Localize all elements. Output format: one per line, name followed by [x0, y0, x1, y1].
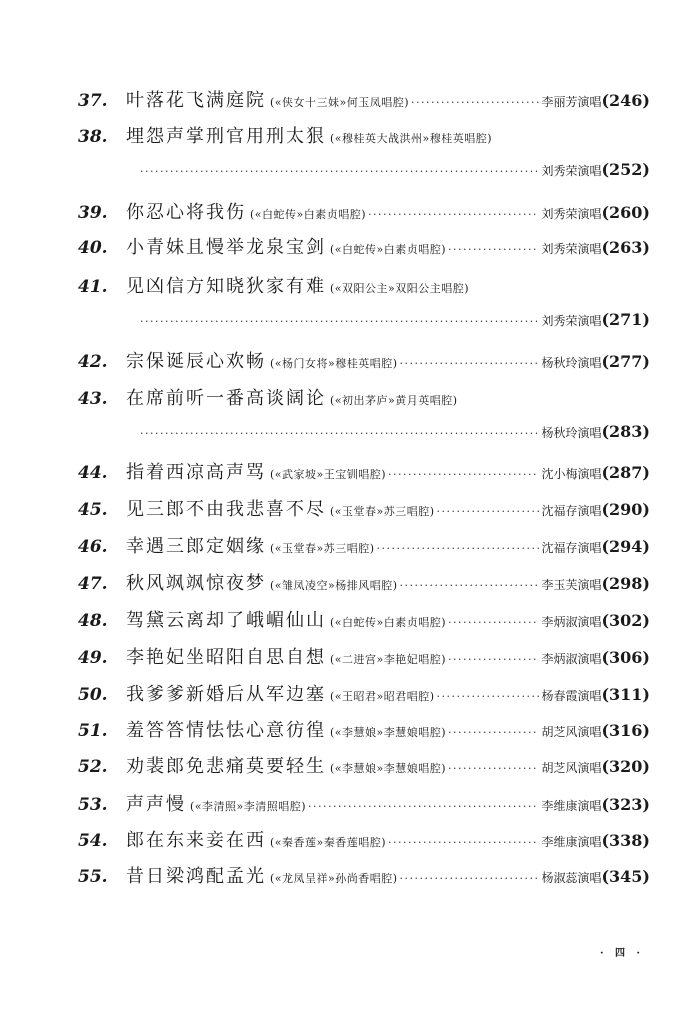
entry-page: (246)	[601, 91, 650, 110]
entry-performer: 李维康演唱	[541, 799, 602, 813]
toc-entry	[78, 606, 650, 632]
entry-performer: 李炳淑演唱	[541, 652, 602, 666]
entry-title: 幸遇三郎定姻缘	[126, 536, 266, 557]
toc-entry	[78, 643, 650, 669]
toc-entry	[78, 86, 650, 112]
entry-performer: 胡芝风演唱	[541, 761, 602, 775]
entry-number: 42.	[78, 352, 108, 372]
page-number: · 四 ·	[600, 948, 644, 959]
toc-entry	[78, 532, 650, 558]
entry-page: (316)	[601, 721, 650, 740]
toc-entry	[78, 198, 650, 224]
toc-entry	[78, 347, 650, 373]
entry-performer: 刘秀荣演唱	[541, 164, 602, 178]
entry-source: («穆桂英大战洪州»穆桂英唱腔)	[330, 132, 493, 145]
entry-number: 53.	[78, 795, 108, 815]
entry-title: 宗保诞辰心欢畅	[126, 351, 266, 372]
entry-source: («李清照»李清照唱腔)	[190, 800, 307, 813]
entry-performer: 刘秀荣演唱	[541, 314, 602, 328]
dot-leader	[400, 872, 540, 885]
entry-title: 郎在东来妾在西	[126, 830, 266, 851]
dot-leader	[448, 653, 539, 666]
toc-entry	[78, 752, 650, 778]
entry-source: («白蛇传»白素贞唱腔)	[250, 208, 367, 221]
entry-source: («白蛇传»白素贞唱腔)	[330, 243, 447, 256]
dot-leader	[437, 505, 540, 518]
entry-title: 驾黛云离却了峨嵋仙山	[126, 610, 326, 631]
entry-title: 昔日梁鸿配孟光	[126, 866, 266, 887]
toc-entry-continuation	[140, 422, 650, 441]
toc-entry	[78, 826, 650, 852]
dot-leader	[308, 800, 539, 813]
entry-number: 40.	[78, 238, 108, 258]
entry-performer: 杨春霞演唱	[541, 689, 602, 703]
entry-number: 41.	[78, 277, 108, 297]
dot-leader	[388, 468, 539, 481]
entry-performer: 沈小梅演唱	[541, 467, 602, 481]
toc-entry	[78, 790, 650, 816]
entry-performer: 李玉芙演唱	[541, 578, 602, 592]
dot-leader	[388, 836, 539, 849]
entry-performer: 沈福存演唱	[541, 541, 602, 555]
toc-entry	[78, 233, 650, 259]
entry-source: («初出茅庐»黄月英唱腔)	[330, 394, 458, 407]
entry-page: (271)	[601, 310, 650, 329]
entry-number: 55.	[78, 867, 108, 887]
entry-page: (290)	[601, 500, 650, 519]
entry-source: («白蛇传»白素贞唱腔)	[330, 616, 447, 629]
dot-leader	[140, 165, 539, 178]
entry-title: 见凶信方知晓狄家有难	[126, 276, 326, 297]
entry-performer: 杨淑蕊演唱	[541, 871, 602, 885]
toc-entry	[78, 680, 650, 706]
entry-title: 指着西凉高声骂	[126, 462, 266, 483]
dot-leader	[411, 96, 539, 109]
entry-source: («二进宫»李艳妃唱腔)	[330, 653, 447, 666]
entry-page: (306)	[601, 648, 650, 667]
entry-number: 49.	[78, 648, 108, 668]
dot-leader	[437, 690, 540, 703]
dot-leader	[140, 427, 539, 440]
entry-source: («双阳公主»双阳公主唱腔)	[330, 282, 470, 295]
entry-title: 劝裴郎免悲痛莫要轻生	[126, 756, 326, 777]
entry-page: (345)	[601, 867, 650, 886]
entry-number: 43.	[78, 389, 108, 409]
dot-leader	[140, 315, 539, 328]
dot-leader	[448, 726, 539, 739]
toc-entry	[78, 384, 650, 410]
entry-title: 小青妹且慢举龙泉宝剑	[126, 237, 326, 258]
dot-leader	[448, 243, 539, 256]
entry-source: («王昭君»昭君唱腔)	[330, 690, 435, 703]
toc-entry	[78, 495, 650, 521]
entry-source: («雏凤凌空»杨排风唱腔)	[270, 579, 398, 592]
toc-entry	[78, 569, 650, 595]
entry-source: («秦香莲»秦香莲唱腔)	[270, 836, 387, 849]
entry-title: 秋风飒飒惊夜梦	[126, 573, 266, 594]
entry-page: (323)	[601, 795, 650, 814]
entry-source: («杨门女将»穆桂英唱腔)	[270, 357, 398, 370]
entry-page: (302)	[601, 611, 650, 630]
entry-number: 47.	[78, 574, 108, 594]
entry-performer: 李炳淑演唱	[541, 615, 602, 629]
entry-title: 我爹爹新婚后从军边塞	[126, 684, 326, 705]
entry-source: («玉堂春»苏三唱腔)	[270, 542, 375, 555]
entry-title: 在席前听一番高谈阔论	[126, 388, 326, 409]
entry-performer: 沈福存演唱	[541, 504, 602, 518]
entry-page: (338)	[601, 831, 650, 850]
entry-title: 你忍心将我伤	[126, 202, 246, 223]
entry-source: («龙凤呈祥»孙尚香唱腔)	[270, 872, 398, 885]
entry-title: 声声慢	[126, 794, 186, 815]
entry-number: 51.	[78, 721, 108, 741]
entry-page: (283)	[601, 422, 650, 441]
entry-performer: 刘秀荣演唱	[541, 207, 602, 221]
entry-performer: 刘秀荣演唱	[541, 242, 602, 256]
entry-page: (311)	[601, 685, 650, 704]
toc-entry-continuation	[140, 160, 650, 179]
entry-page: (263)	[601, 238, 650, 257]
entry-number: 44.	[78, 463, 108, 483]
entry-performer: 李维康演唱	[541, 835, 602, 849]
entry-page: (277)	[601, 352, 650, 371]
entry-page: (287)	[601, 463, 650, 482]
entry-number: 54.	[78, 831, 108, 851]
entry-page: (320)	[601, 757, 650, 776]
toc-entry	[78, 122, 650, 148]
entry-source: («玉堂春»苏三唱腔)	[330, 505, 435, 518]
entry-title: 李艳妃坐昭阳自思自想	[126, 647, 326, 668]
toc-entry	[78, 272, 650, 298]
entry-performer: 杨秋玲演唱	[541, 356, 602, 370]
entry-number: 38.	[78, 127, 108, 147]
toc-entry	[78, 458, 650, 484]
entry-source: («李慧娘»李慧娘唱腔)	[330, 762, 447, 775]
entry-page: (294)	[601, 537, 650, 556]
entry-title: 埋怨声掌刑官用刑太狠	[126, 126, 326, 147]
entry-source: («侠女十三妹»何玉凤唱腔)	[270, 96, 410, 109]
entry-number: 45.	[78, 500, 108, 520]
entry-source: («李慧娘»李慧娘唱腔)	[330, 726, 447, 739]
entry-performer: 李丽芳演唱	[541, 95, 602, 109]
entry-source: («武家坡»王宝钏唱腔)	[270, 468, 387, 481]
dot-leader	[368, 208, 539, 221]
dot-leader	[448, 616, 539, 629]
entry-title: 羞答答情怯怯心意彷徨	[126, 720, 326, 741]
entry-page: (252)	[601, 160, 650, 179]
toc-entry	[78, 862, 650, 888]
entry-number: 39.	[78, 203, 108, 223]
dot-leader	[377, 542, 540, 555]
dot-leader	[448, 762, 539, 775]
entry-page: (298)	[601, 574, 650, 593]
entry-number: 48.	[78, 611, 108, 631]
entry-title: 见三郎不由我悲喜不尽	[126, 499, 326, 520]
entry-number: 37.	[78, 91, 108, 111]
dot-leader	[400, 579, 540, 592]
toc-entry-continuation	[140, 310, 650, 329]
entry-number: 52.	[78, 757, 108, 777]
entry-title: 叶落花飞满庭院	[126, 90, 266, 111]
entry-number: 50.	[78, 685, 108, 705]
entry-performer: 杨秋玲演唱	[541, 426, 602, 440]
entry-page: (260)	[601, 203, 650, 222]
entry-performer: 胡芝风演唱	[541, 725, 602, 739]
entry-number: 46.	[78, 537, 108, 557]
dot-leader	[400, 357, 540, 370]
toc-entry	[78, 716, 650, 742]
